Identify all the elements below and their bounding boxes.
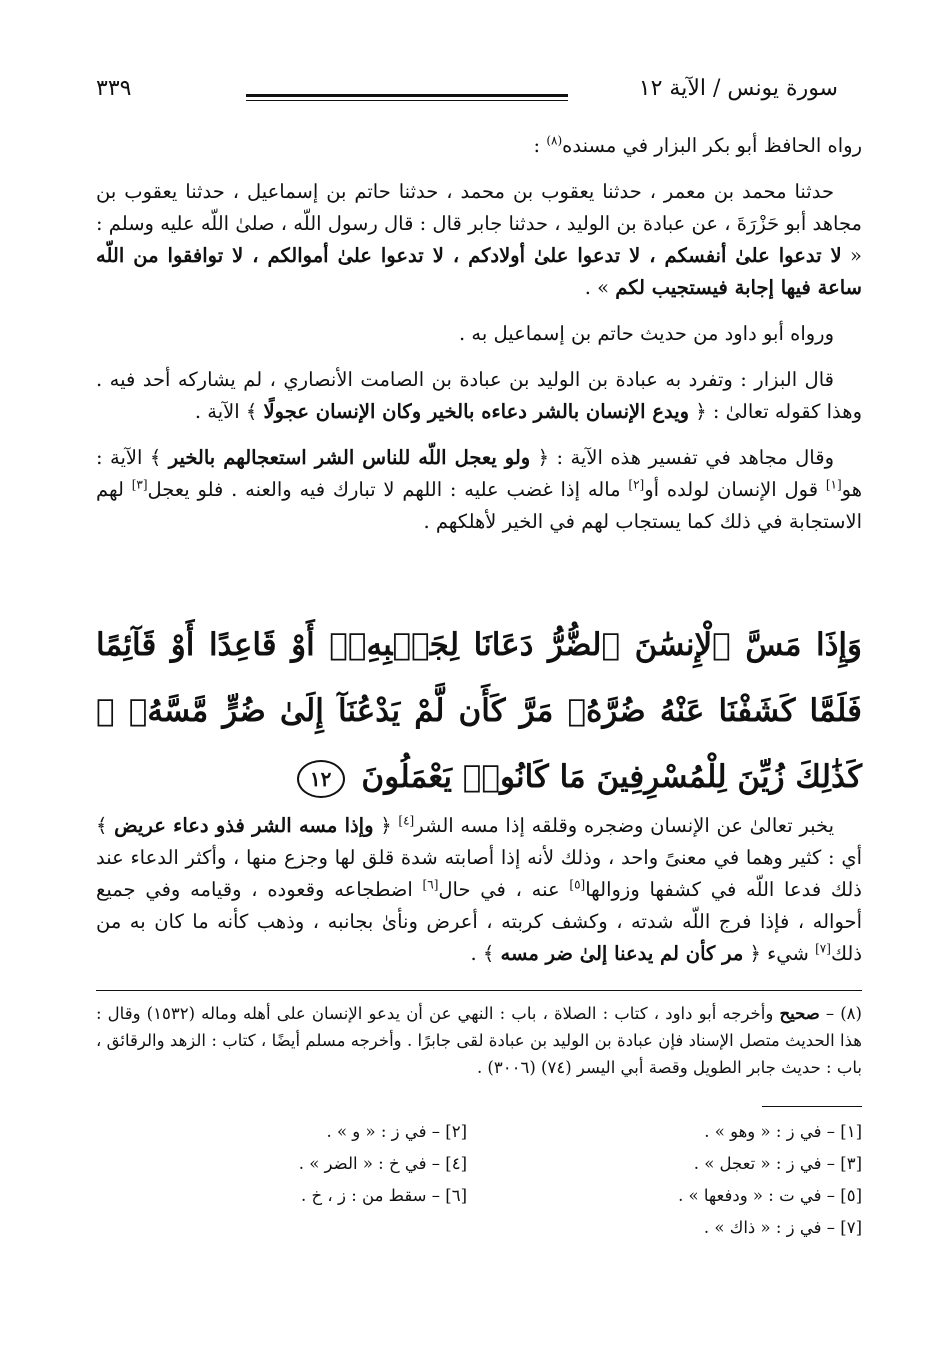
variant-notes-separator — [762, 1106, 862, 1107]
quote-verse: ولو يعجل اللّه للناس الشر استعجالهم بالخير — [168, 446, 531, 469]
text: شيء ﴿ — [743, 942, 816, 965]
note-text: في ز : « وهو » . — [704, 1122, 822, 1141]
note-text: في خ : « الضر » . — [298, 1154, 427, 1173]
text: ﴾ أي : كثير وهما في معنىً واحد ، وذلك لأنه إذا أصابته شدة قلق لها وجزع منها ، وأكثر الدعاء عند ذلك فدعا اللّه في كشفها وزوالها — [96, 814, 862, 901]
text: قول الإنسان لولده أو — [644, 478, 826, 501]
note-text: في ت : « ودفعها » . — [678, 1186, 822, 1205]
running-header — [96, 70, 838, 110]
header-rule — [246, 94, 568, 97]
text: حدثنا محمد بن معمر ، حدثنا يعقوب بن محمد ، حدثنا حاتم بن إسماعيل ، حدثنا يعقوب بن مجاهد أبو حَزْرَةَ ، عن عبادة بن الوليد ، حدثنا جابر قال : قال رسول اللّه ، صلىٰ اللّه عليه وسلم : « — [96, 180, 862, 267]
variant-note — [301, 1186, 467, 1205]
footnote-ref: [٥] — [569, 877, 586, 892]
note-text: سقط من : ز ، خ . — [301, 1186, 427, 1205]
footnote-ref: [١] — [825, 477, 842, 492]
note-number: [٧] – — [826, 1218, 862, 1237]
paragraph-5 — [96, 442, 862, 538]
quote-verse: ويدع الإنسان بالشر دعاءه بالخير وكان الإنسان عجولًا — [263, 400, 690, 423]
footnote-ref: [٦] — [422, 877, 439, 892]
ayah-number-marker: ١٢ — [297, 760, 345, 798]
text: اضطجاعه وقعوده ، وقيامه وفي جميع أحواله ، فإذا فرج اللّه شدته ، وكشف كربته ، أعرض ونأىٰ بجانبه ، وذهب كأنه ما كان به من ذلك — [96, 878, 862, 965]
footnote-ref: [٤] — [398, 813, 415, 828]
footnote-8 — [96, 1000, 862, 1081]
quran-verse-block — [96, 612, 862, 810]
note-text: في ز : « ذاك » . — [703, 1218, 822, 1237]
text: : — [533, 134, 547, 157]
note-number: [٣] – — [826, 1154, 862, 1173]
note-number: [٥] – — [826, 1186, 862, 1205]
text: ﴾ الآية : هو — [96, 446, 863, 501]
text: لهم الاستجابة في ذلك كما يستجاب لهم في الخير لأهلكهم . — [96, 478, 862, 533]
variant-note — [704, 1122, 862, 1141]
variant-note — [678, 1186, 862, 1205]
variant-note — [694, 1154, 862, 1173]
text: قال البزار : وتفرد به عبادة بن الوليد بن عبادة بن الصامت الأنصاري ، لم يشاركه أحد فيه . وهذا كقوله تعالىٰ : ﴿ — [96, 368, 862, 423]
text: ماله إذا غضب عليه : اللهم لا تبارك فيه والعنه . فلو يعجل — [147, 478, 629, 501]
variant-note — [299, 1154, 467, 1173]
grading: صحيح — [779, 1004, 820, 1023]
note-text: في ز : « تعجل » . — [693, 1154, 822, 1173]
surah-title: سورة يونس / الآية ١٢ — [638, 76, 838, 101]
text: ﴿ — [373, 814, 399, 837]
footnote-main — [96, 1000, 862, 1081]
commentary-text — [96, 810, 862, 970]
main-text — [96, 130, 862, 552]
text: يخبر تعالىٰ عن الإنسان وضجره وقلقه إذا مسه الشر — [414, 814, 835, 837]
note-number: [٢] – — [431, 1122, 467, 1141]
quote-verse: وإذا مسه الشر فذو دعاء عريض — [114, 814, 374, 837]
text: ورواه أبو داود من حديث حاتم بن إسماعيل به . — [459, 322, 834, 345]
paragraph-4 — [96, 364, 862, 428]
page-number: ٣٣٩ — [96, 76, 132, 101]
quote-verse: مر كأن لم يدعنا إلىٰ ضر مسه — [500, 942, 744, 965]
paragraph-1 — [96, 130, 862, 162]
text: عنه ، في حال — [438, 878, 570, 901]
footnote-ref: [٧] — [815, 941, 831, 956]
header-rule-thin — [246, 100, 568, 101]
variant-note — [704, 1218, 862, 1237]
hadith-text: لا تدعوا علىٰ أنفسكم ، لا تدعوا علىٰ أولادكم ، لا تدعوا علىٰ أموالكم ، لا توافقوا من اللّه ساعة فيها إجابة فيستجيب لكم — [96, 244, 862, 299]
footnote-text: وأخرجه أبو داود ، كتاب : الصلاة ، باب : النهي عن أن يدعو الإنسان على أهله وماله (١٥٣٢) وقال : هذا الحديث متصل الإسناد فإن عبادة بن الوليد بن عبادة لقى جابرًا . وأخرجه مسلم أيضًا ، كتاب : الزهد والرقائق ، باب : حديث جابر الطويل وقصة أبي اليسر (٧٤) (٣٠٠٦) . — [96, 1004, 862, 1077]
text: ﴾ . — [470, 942, 501, 965]
text: وقال مجاهد في تفسير هذه الآية : ﴿ — [530, 446, 834, 469]
text: ﴾ الآية . — [194, 400, 264, 423]
text: رواه الحافظ أبو بكر البزار في مسنده — [562, 134, 862, 157]
quran-verse: وَإِذَا مَسَّ ٱلْإِنسَٰنَ ٱلضُّرُّ دَعَانَا لِجَنۢبِهِۦٓ أَوْ قَاعِدًا أَوْ قَآئِمًا فَلَمَّا كَشَفْنَا عَنْهُ ضُرَّهُۥ مَرَّ كَأَن لَّمْ يَدْعُنَآ إِلَىٰ ضُرٍّ مَّسَّهُۥ ۚ كَذَٰلِكَ زُيِّنَ لِلْمُسْرِفِينَ مَا كَانُوا۟ يَعْمَلُونَ — [96, 627, 862, 795]
footnote-ref: (٨) — [546, 133, 563, 148]
footnote-ref: [٣] — [131, 477, 148, 492]
footnote-separator — [96, 990, 862, 991]
paragraph-3 — [96, 318, 862, 350]
note-number: [٦] – — [431, 1186, 467, 1205]
footnote-ref: [٢] — [628, 477, 645, 492]
note-number: [٤] – — [431, 1154, 467, 1173]
commentary-paragraph — [96, 810, 862, 970]
footnote-number: (٨) – — [819, 1004, 862, 1023]
note-text: في ز : « و » . — [326, 1122, 427, 1141]
note-number: [١] – — [826, 1122, 862, 1141]
variant-note — [326, 1122, 467, 1141]
paragraph-hadith — [96, 176, 862, 304]
text: » . — [584, 276, 616, 299]
